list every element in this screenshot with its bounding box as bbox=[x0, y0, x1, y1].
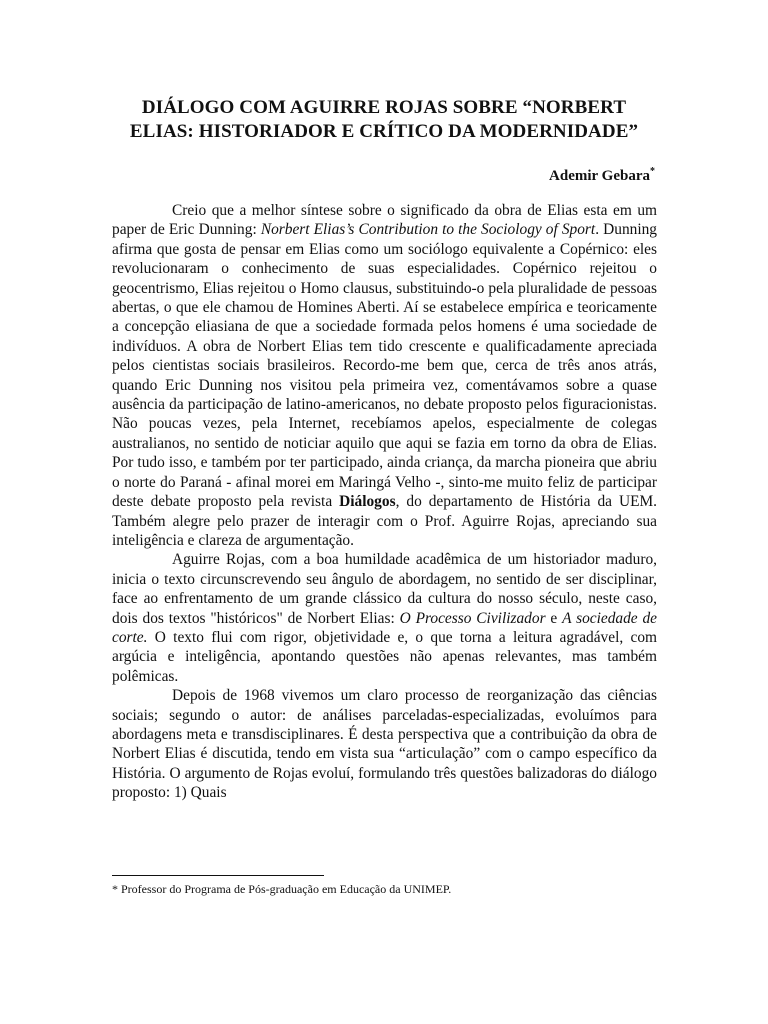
footnote-divider bbox=[112, 875, 324, 876]
paragraph-2-text-c: O texto flui com rigor, objetividade e, o que torna a leitura agradável, com argúcia e inteligência, apontando questões não apenas relevantes, mas também polêmicas. bbox=[112, 628, 657, 685]
footnote-text: Professor do Programa de Pós-graduação em Educação da UNIMEP. bbox=[118, 882, 452, 896]
book-title-2: A sociedade de corte. bbox=[112, 609, 658, 646]
paragraph-1-text-b: . Dunning afirma que gosta de pensar em Elias como um sociólogo equivalente a Copérnico: eles revolucionaram o conhecimento de suas especialidades. Copérnico rejeitou o geocentrismo, Elias rejeitou o Homo clausus, substituindo-o pela pluralidade de pessoas abertas, o que ele chamou de Homines Aberti. Aí se estabelece empírica e teoricamente a concepção eliasiana de que a sociedade formada pelos homens é uma sociedade de indivíduos. A obra de Norbert Elias tem tido crescente e qualificadamente apreciada pelos cientistas sociais brasileiros. Recordo-me bem que, cerca de três anos atrás, quando Eric Dunning nos visitou pela primeira vez, comentávamos sobre a quase ausência da participação de latino-americanos, no debate proposto pelos figuracionistas. Não poucas vezes, pela Internet, recebíamos apelos, especialmente de colegas australianos, no sentido de noticiar aquilo que aqui se fazia em torno da obra de Elias. Por tudo isso, e também por ter participado, ainda criança, da marcha pioneira que abriu o norte do Paraná - afinal morei em Maringá Velho -, sinto-me muito feliz de participar deste debate proposto pela revista bbox=[112, 221, 657, 511]
title-line-1: DIÁLOGO COM AGUIRRE ROJAS SOBRE “NORBERT bbox=[141, 97, 627, 118]
paragraph-2-text-b: e bbox=[545, 609, 563, 627]
paragraph-2 bbox=[112, 550, 657, 686]
paragraph-3: Depois de 1968 vivemos um claro processo de reorganização das ciências sociais; segundo o autor: de análises parceladas-especializadas, evoluímos para abordagens meta e transdisciplinares. É desta perspectiva que a contribuição da obra de Norbert Elias é discutida, tendo em vista sua “articulação” com o campo específico da História. O argumento de Rojas evoluí, formulando três questões balizadoras do diálogo proposto: 1) Quais bbox=[112, 687, 657, 802]
paragraph-2-text-a: Aguirre Rojas, com a boa humildade acadêmica de um historiador maduro, inicia o texto circunscrevendo seu ângulo de abordagem, no sentido de ser disciplinar, face ao enfrentamento de um grande clássico da cultura do nosso século, neste caso, dois dos textos "históricos" de Norbert Elias: bbox=[112, 551, 657, 627]
author-byline bbox=[549, 163, 655, 185]
paragraph-1-text-c: , do departamento de História da UEM. Também alegre pelo prazer de interagir com o Prof. Aguirre Rojas, apreciando sua inteligência e clareza de argumentação. bbox=[112, 493, 658, 549]
title-line-2: ELIAS: HISTORIADOR E CRÍTICO DA MODERNIDADE” bbox=[129, 121, 639, 142]
article-title bbox=[110, 96, 658, 144]
article-body bbox=[112, 201, 657, 803]
paper-title: Norbert Elias’s Contribution to the Sociology of Sport bbox=[260, 221, 596, 239]
footnote-mark: * bbox=[112, 882, 118, 896]
footnote bbox=[112, 882, 657, 897]
author-footnote-mark: * bbox=[650, 166, 655, 177]
journal-name: Diálogos bbox=[339, 493, 396, 511]
paragraph-1-text-a: Creio que a melhor síntese sobre o significado da obra de Elias esta em um paper de Eric Dunning: bbox=[112, 202, 657, 239]
book-title-1: O Processo Civilizador bbox=[399, 609, 546, 627]
paragraph-1 bbox=[112, 201, 657, 550]
author-name: Ademir Gebara bbox=[549, 168, 650, 184]
